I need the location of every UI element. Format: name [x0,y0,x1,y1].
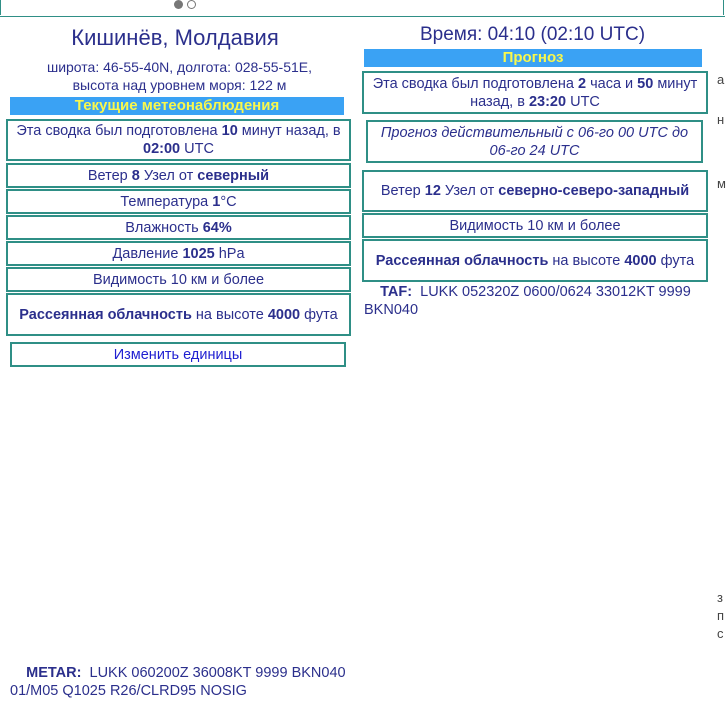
forecast-clouds: Рассеянная облачность на высоте 4000 фута [362,239,708,282]
current-report-time: Эта сводка был подготовлена 10 минут назад, в 02:00 UTC [6,119,351,161]
forecast-header: Прогноз [364,49,702,67]
metar-code: LUKK 060200Z 36008KT 9999 BKN040 01/M05 Q1025 R26/CLRD95 NOSIG [10,665,346,699]
taf-text [364,283,709,319]
current-humidity: Влажность 64% [6,215,351,240]
forecast-wind: Ветер 12 Узел от северно-северо-западный [362,170,708,212]
edge-fragment-3: м [717,176,726,191]
coordinates-line2: высота над уровнем моря: 122 м [72,77,287,93]
current-wind: Ветер 8 Узел от северный [6,163,351,188]
edge-fragment-4: з [717,590,723,605]
forecast-report-time: Эта сводка был подготовлена 2 часа и 50 минут назад, в 23:20 UTC [362,71,708,114]
pager-dot-active[interactable] [174,0,183,9]
coordinates [12,58,347,94]
local-time: Время: 04:10 (02:10 UTC) [419,24,646,45]
taf-code: LUKK 052320Z 0600/0624 33012KT 9999 BKN040 [364,284,691,318]
forecast-visibility: Видимость 10 км и более [362,213,708,238]
taf-label: TAF: [380,284,413,300]
metar-text [10,664,350,700]
pager-dot-inactive[interactable] [187,0,196,9]
change-units-button[interactable]: Изменить единицы [10,342,346,367]
current-pressure: Давление 1025 hPa [6,241,351,266]
current-visibility: Видимость 10 км и более [6,267,351,292]
edge-fragment-1: а [717,72,725,87]
current-clouds: Рассеянная облачность на высоте 4000 фута [6,293,351,336]
current-temperature: Температура 1°C [6,189,351,214]
edge-fragment-2: н [717,112,725,127]
edge-fragment-5: п [717,608,725,623]
edge-fragment-6: с [717,626,724,641]
forecast-validity: Прогноз действительный с 06-го 00 UTC до 06-го 24 UTC [366,120,703,163]
metar-label: METAR: [26,665,82,681]
coordinates-line1: широта: 46-55-40N, долгота: 028-55-51E, [46,59,313,75]
top-bar [0,0,725,17]
top-frame [0,0,724,15]
current-observations-header: Текущие метеонаблюдения [10,97,344,115]
city-title: Кишинёв, Молдавия [71,25,279,50]
